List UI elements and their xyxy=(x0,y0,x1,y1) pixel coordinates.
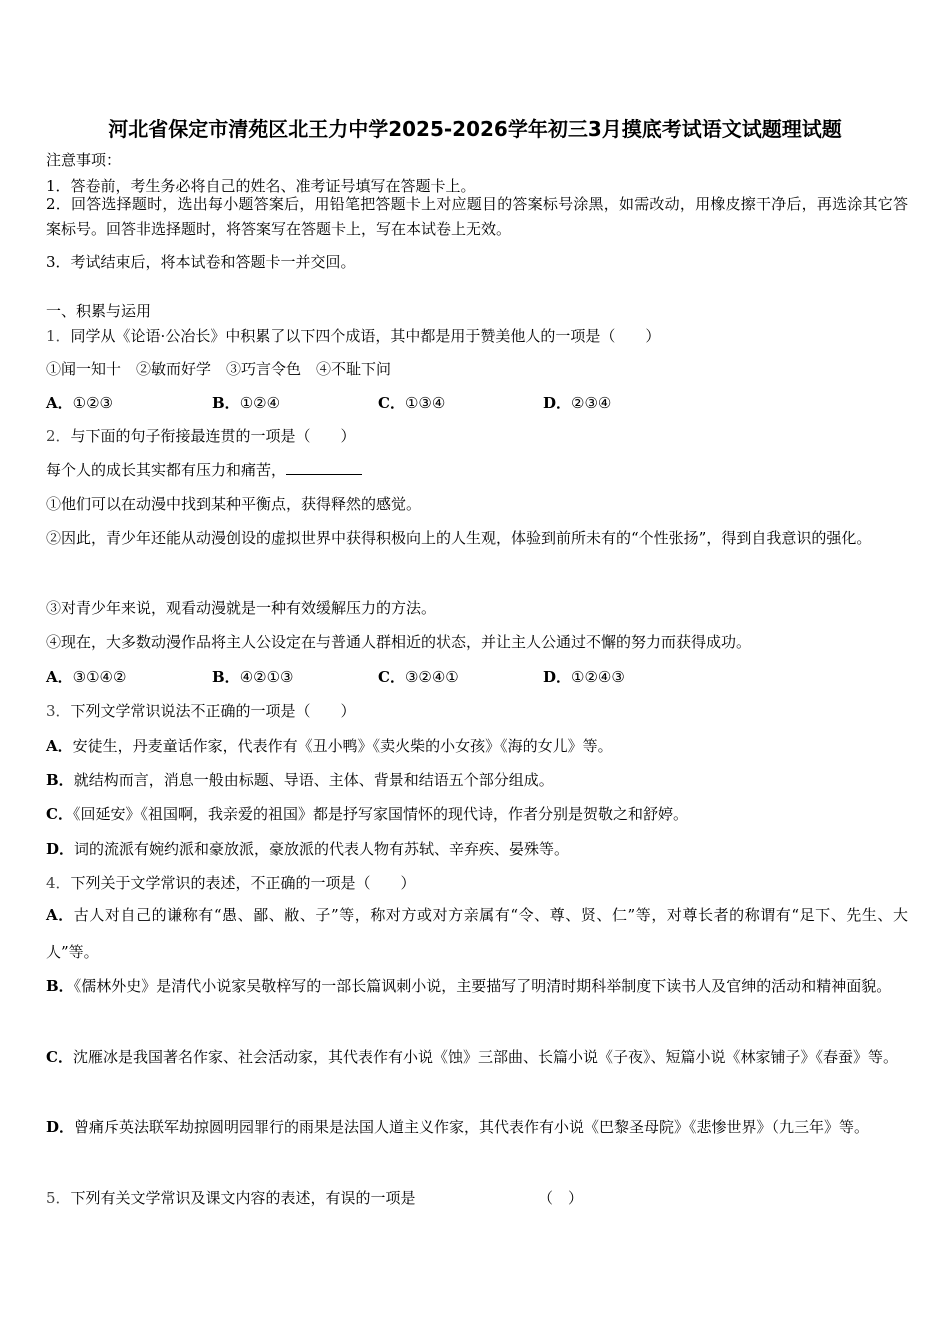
answer-blank xyxy=(286,460,362,475)
option-text: ③②④① xyxy=(404,668,459,686)
question-text: 同学从《论语·公冶长》中积累了以下四个成语，其中都是用于赞美他人的一项是（ ） xyxy=(70,327,661,345)
question-3-stem xyxy=(46,701,908,721)
option-text: ③①④② xyxy=(72,668,127,686)
document-title: 河北省保定市清苑区北王力中学2025-2026学年初三3月摸底考试语文试题理试题 xyxy=(108,117,842,141)
option-label: B． xyxy=(212,668,240,686)
option-label: C． xyxy=(46,1048,73,1066)
option-label: A． xyxy=(46,906,74,924)
option-b xyxy=(46,968,908,1005)
option-b xyxy=(46,770,908,790)
option-text: 古人对自己的谦称有“愚、鄙、敝、子”等，称对方或对方亲属有“令、尊、贤、仁”等，对尊长者的称谓有“足下、先生、大人”等。 xyxy=(46,906,908,961)
sentence-item: ④现在，大多数动漫作品将主人公设定在与普通人群相近的状态，并让主人公通过不懈的努力而获得成功。 xyxy=(46,633,752,651)
question-1-stem xyxy=(46,326,908,346)
question-text: 下列文学常识说法不正确的一项是（ ） xyxy=(70,702,356,720)
option-label: D． xyxy=(543,668,572,686)
option-text: 《儒林外史》是清代小说家吴敬梓写的一部长篇讽刺小说，主要描写了明清时期科举制度下读书人及官绅的活动和精神面貌。 xyxy=(73,977,892,995)
option-b xyxy=(212,667,293,687)
sentence-item: ②因此，青少年还能从动漫创设的虚拟世界中获得积极向上的人生观，体验到前所未有的“个性张扬”，得到自我意识的强化。 xyxy=(46,529,872,547)
option-c xyxy=(46,804,908,824)
notice-item: 2．回答选择题时，选出每小题答案后，用铅笔把答题卡上对应题目的答案标号涂黑，如需改动，用橡皮擦干净后，再选涂其它答案标号。回答非选择题时，将答案写在答题卡上，写在本试卷上无效。 xyxy=(46,195,908,238)
option-text: ①②④③ xyxy=(571,668,625,686)
option-label: A． xyxy=(46,394,73,412)
notice-heading: 注意事项： xyxy=(46,151,122,169)
option-label: C． xyxy=(378,394,405,412)
option-label: B． xyxy=(212,394,240,412)
question-text: 与下面的句子衔接最连贯的一项是（ ） xyxy=(70,427,356,445)
option-label: A． xyxy=(46,668,73,686)
question-number: 2． xyxy=(46,427,71,445)
option-c xyxy=(378,667,459,687)
sentence-item: ①他们可以在动漫中找到某种平衡点，获得释然的感觉。 xyxy=(46,495,422,513)
option-a xyxy=(46,667,126,687)
question-1-items: ①闻一知十 ②敏而好学 ③巧言令色 ④不耻下问 xyxy=(46,360,392,378)
option-c xyxy=(46,1039,908,1076)
question-2-stem xyxy=(46,426,908,446)
option-text: ①③④ xyxy=(404,394,446,412)
answer-parentheses: （ ） xyxy=(538,1189,584,1207)
option-text: 曾痛斥英法联军劫掠圆明园罪行的雨果是法国人道主义作家，其代表作有小说《巴黎圣母院》《悲惨世界》（九三年》等。 xyxy=(74,1118,870,1136)
sentence-text: 每个人的成长其实都有压力和痛苦， xyxy=(46,461,287,479)
option-d xyxy=(46,839,908,859)
option-text: 沈雁冰是我国著名作家、社会活动家，其代表作有小说《蚀》三部曲、长篇小说《子夜》、短篇小说《林家铺子》《春蚕》等。 xyxy=(72,1048,898,1066)
sentence-item: ③对青少年来说，观看动漫就是一种有效缓解压力的方法。 xyxy=(46,599,437,617)
option-text: ②③④ xyxy=(571,394,612,412)
question-number: 1． xyxy=(46,327,71,345)
option-label: C． xyxy=(46,805,73,823)
option-text: 词的流派有婉约派和豪放派，豪放派的代表人物有苏轼、辛弃疾、晏殊等。 xyxy=(74,840,570,858)
option-label: B． xyxy=(46,771,74,789)
option-a xyxy=(46,736,908,756)
option-text: 安徒生，丹麦童话作家，代表作有《丑小鸭》《卖火柴的小女孩》《海的女儿》等。 xyxy=(72,737,613,755)
option-label: C． xyxy=(378,668,405,686)
question-4-stem xyxy=(46,873,908,893)
option-a xyxy=(46,897,908,971)
question-2-sentence xyxy=(46,460,908,480)
section-heading: 一、积累与运用 xyxy=(46,302,152,320)
notice-item: 3．考试结束后，将本试卷和答题卡一并交回。 xyxy=(46,253,356,271)
question-number: 5． xyxy=(46,1189,71,1207)
question-number: 4． xyxy=(46,874,71,892)
option-d xyxy=(46,1109,908,1146)
option-a xyxy=(46,393,113,413)
option-text: ④②①③ xyxy=(239,668,294,686)
option-d xyxy=(543,667,625,687)
option-c xyxy=(378,393,445,413)
question-5-stem xyxy=(46,1188,908,1208)
question-text: 下列有关文学常识及课文内容的表述，有误的一项是 xyxy=(70,1189,416,1207)
option-label: B． xyxy=(46,977,74,995)
option-text: 《回延安》《祖国啊，我亲爱的祖国》都是抒写家国情怀的现代诗，作者分别是贺敬之和舒婷。 xyxy=(72,805,688,823)
question-text: 下列关于文学常识的表述，不正确的一项是（ ） xyxy=(70,874,416,892)
option-label: D． xyxy=(543,394,572,412)
option-label: A． xyxy=(46,737,73,755)
option-b xyxy=(212,393,280,413)
option-label: D． xyxy=(46,840,75,858)
option-text: ①②④ xyxy=(239,394,281,412)
notice-item: 1．答卷前，考生务必将自己的姓名、准考证号填写在答题卡上。 xyxy=(46,177,476,195)
option-text: 就结构而言，消息一般由标题、导语、主体、背景和结语五个部分组成。 xyxy=(73,771,554,789)
option-text: ①②③ xyxy=(72,394,113,412)
question-number: 3． xyxy=(46,702,71,720)
option-label: D． xyxy=(46,1118,75,1136)
option-d xyxy=(543,393,611,413)
